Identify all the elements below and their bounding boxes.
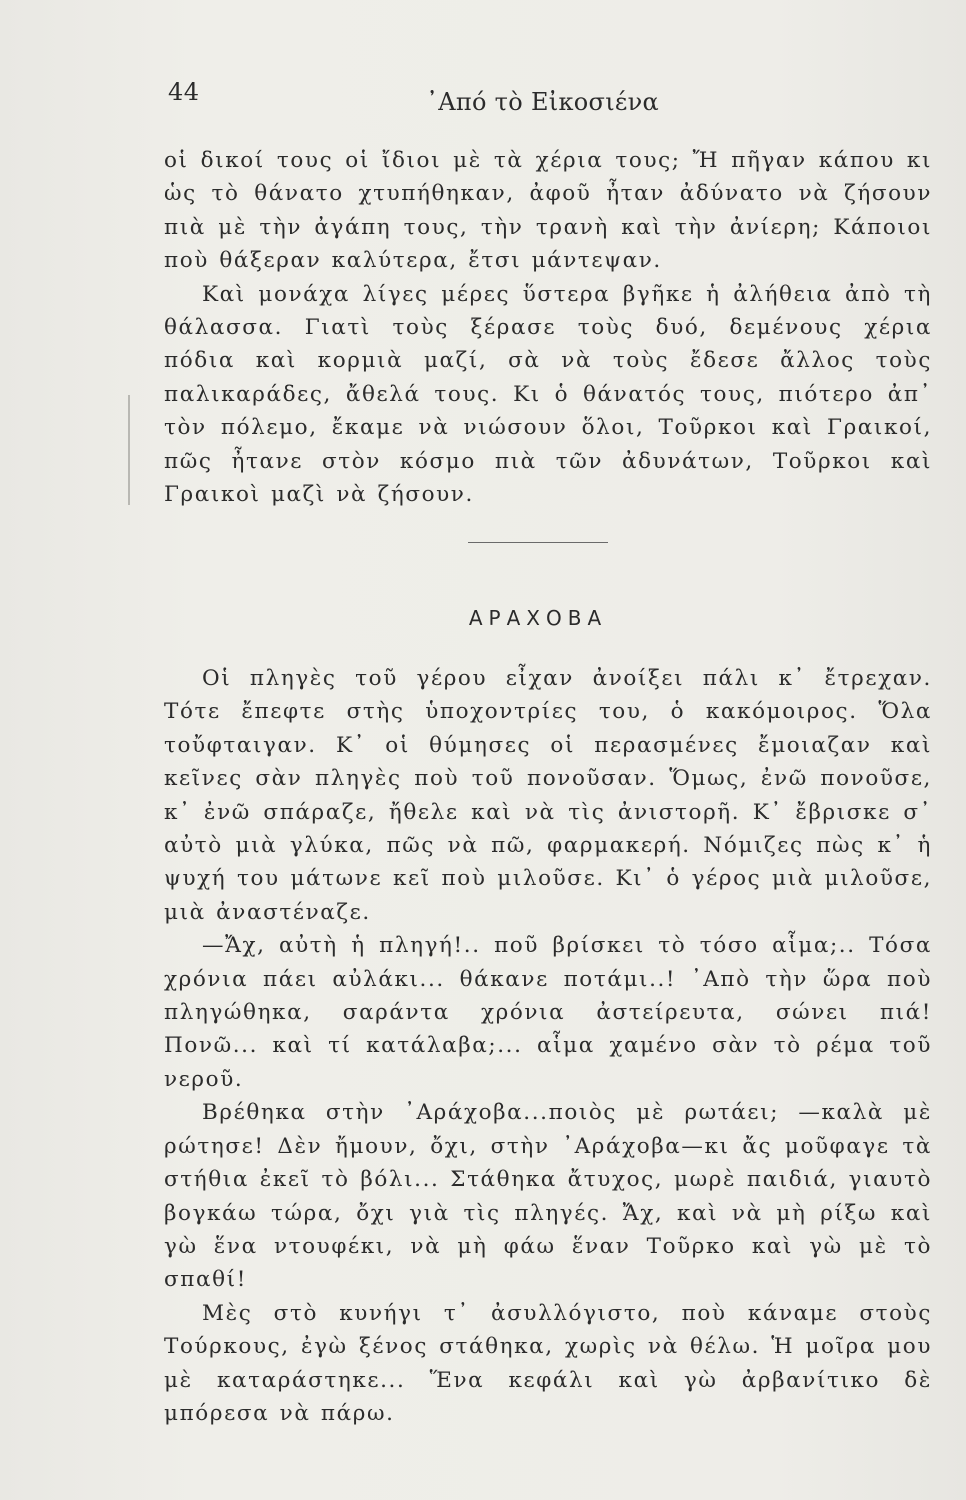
paragraph: οἱ δικοί τους οἱ ἴδιοι μὲ τὰ χέρια τους; Ἤ πῆγαν κάπου κι ὡς τὸ θάνατο χτυπήθηκαν, ἀφοῦ ἦταν ἀδύνατο νὰ ζήσουν πιὰ μὲ τὴν ἀγάπη τους, τὴν τρανὴ καὶ τὴν ἀνίερη; Κάποιοι ποὺ θάξεραν καλύτερα, ἔτσι μάντεψαν. xyxy=(164,148,932,274)
page-number: 44 xyxy=(168,78,200,106)
page-header xyxy=(168,78,928,118)
paragraph: Καὶ μονάχα λίγες μέρες ὕστερα βγῆκε ἡ ἀλήθεια ἀπὸ τὴ θάλασσα. Γιατὶ τοὺς ξέρασε τοὺς δυό, δεμένους χέρια πόδια καὶ κορμιὰ μαζί, σὰ νὰ τοὺς ἔδεσε ἄλλος τοὺς παλικαράδες, ἄθελά τους. Κι ὁ θάνατός τους, πιότερο ἀπ᾿ τὸν πόλεμο, ἔκαμε νὰ νιώσουν ὅλοι, Τοῦρκοι καὶ Γραικοί, πῶς ἦτανε στὸν κόσμο πιὰ τῶν ἀδυνάτων, Τοῦρκοι καὶ Γραικοὶ μαζὶ νὰ ζήσουν. xyxy=(164,281,932,508)
running-title: ᾿Από τὸ Εἰκοσιένα xyxy=(426,88,660,116)
margin-pencil-mark xyxy=(128,395,130,505)
section-title: ΑΡΑΧΟΒΑ xyxy=(468,606,608,630)
text-block-top xyxy=(164,144,932,511)
paragraph: Οἱ πληγὲς τοῦ γέρου εἶχαν ἀνοίξει πάλι κ᾿ ἔτρεχαν. Τότε ἔπεφτε στὴς ὑποχοντρίες του, ὁ κακόμοιρος. Ὅλα τοὔφταιγαν. Κ᾿ οἱ θύμησες οἱ περασμένες ἔμοιαζαν καὶ κεῖνες σὰν πληγὲς ποὺ τοῦ πονοῦσαν. Ὅμως, ἐνῶ πονοῦσε, κ᾿ ἐνῶ σπάραζε, ἤθελε καὶ νὰ τὶς ἀνιστορῆ. Κ᾿ ἔβρισκε σ᾿ αὐτὸ μιὰ γλύκα, πῶς νὰ πῶ, φαρμακερή. Νόμιζες πὼς κ᾿ ἡ ψυχή του μάτωνε κεῖ ποὺ μιλοῦσε. Κι᾿ ὁ γέρος μιὰ μιλοῦσε, μιὰ ἀναστέναζε. xyxy=(164,666,932,925)
paragraph: —Ἄχ, αὐτὴ ἡ πληγή!.. ποῦ βρίσκει τὸ τόσο αἷμα;.. Τόσα χρόνια πάει αὐλάκι... θάκανε ποτάμι..! ᾿Απὸ τὴν ὥρα ποὺ πληγώθηκα, σαράντα χρόνια ἀστείρευτα, σώνει πιά! Πονῶ... καὶ τί κατάλαβα;... αἷμα χαμένο σὰν τὸ ρέμα τοῦ νεροῦ. xyxy=(164,933,932,1092)
text-block-section xyxy=(164,662,932,1430)
paragraph: Βρέθηκα στὴν ᾿Αράχοβα...ποιὸς μὲ ρωτάει; —καλὰ μὲ ρώτησε! Δὲν ἤμουν, ὄχι, στὴν ᾿Αράχοβα—κι ἄς μοῦφαγε τὰ στήθια ἐκεῖ τὸ βόλι... Στάθηκα ἄτυχος, μωρὲ παιδιά, γιαυτὸ βογκάω τώρα, ὄχι γιὰ τὶς πληγές. Ἄχ, καὶ νὰ μὴ ρίξω καὶ γὼ ἕνα ντουφέκι, νὰ μὴ φάω ἕναν Τοῦρκο καὶ γὼ μὲ τὸ σπαθί! xyxy=(164,1100,932,1293)
section-divider xyxy=(468,542,608,543)
paragraph: Μὲς στὸ κυνήγι τ᾿ ἀσυλλόγιστο, ποὺ κάναμε στοὺς Τούρκους, ἐγὼ ξένος στάθηκα, χωρὶς νὰ θέλω. Ἡ μοῖρα μου μὲ καταράστηκε... Ἕνα κεφάλι καὶ γὼ ἀρβανίτικο δὲ μπόρεσα νὰ πάρω. xyxy=(164,1300,932,1426)
